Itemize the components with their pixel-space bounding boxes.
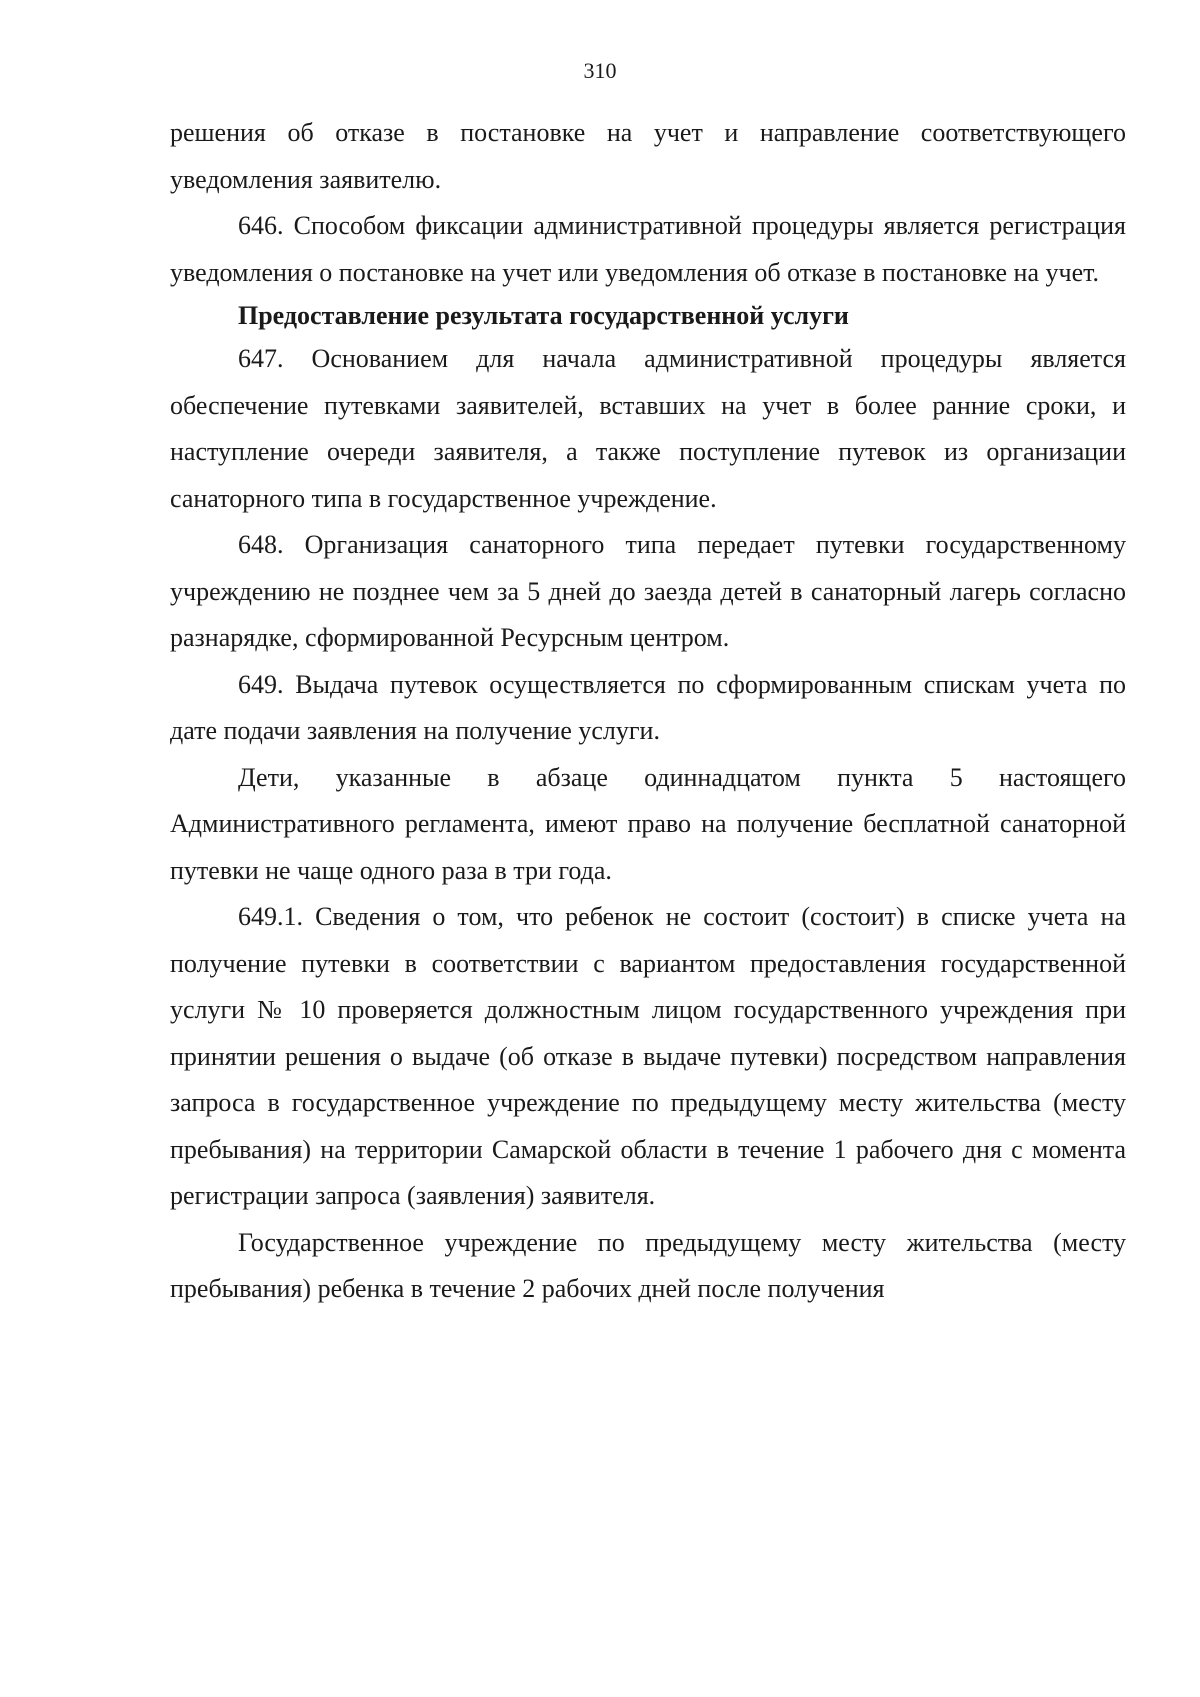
paragraph-649-1: 649.1. Сведения о том, что ребенок не состоит (состоит) в списке учета на получение путевки в соответствии с вариантом предоставления государственной услуги № 10 проверяется должностным лицом государственного учреждения при принятии решения о выдаче (об отказе в выдаче путевки) посредством направления запроса в государственное учреждение по предыдущему месту жительства (месту пребывания) на территории Самарской области в течение 1 рабочего дня с момента регистрации запроса (заявления) заявителя. [170, 902, 1126, 1210]
paragraph-children: Дети, указанные в абзаце одиннадцатом пункта 5 настоящего Административного регламента, имеют право на получение бесплатной санаторной путевки не чаще одного раза в три года. [170, 762, 1126, 885]
paragraph-state-institution: Государственное учреждение по предыдущему месту жительства (месту пребывания) ребенка в течение 2 рабочих дней после получения [170, 1227, 1126, 1303]
paragraph-continuation: решения об отказе в постановке на учет и направление соответствующего уведомления заявителю. [170, 118, 1126, 194]
section-heading: Предоставление результата государственной услуги [238, 301, 849, 330]
paragraph-649: 649. Выдача путевок осуществляется по сформированным спискам учета по дате подачи заявления на получение услуги. [170, 669, 1126, 745]
paragraph-646: 646. Способом фиксации административной процедуры является регистрация уведомления о постановке на учет или уведомления об отказе в постановке на учет. [170, 211, 1126, 287]
page-number: 310 [583, 58, 617, 83]
paragraph-648: 648. Организация санаторного типа передает путевки государственному учреждению не позднее чем за 5 дней до заезда детей в санаторный лагерь согласно разнарядке, сформированной Ресурсным центром. [170, 530, 1126, 652]
paragraph-647: 647. Основанием для начала административной процедуры является обеспечение путевками заявителей, вставших на учет в более ранние сроки, и наступление очереди заявителя, а также поступление путевок из организации санаторного типа в государственное учреждение. [170, 344, 1126, 513]
document-body [170, 110, 1126, 1313]
